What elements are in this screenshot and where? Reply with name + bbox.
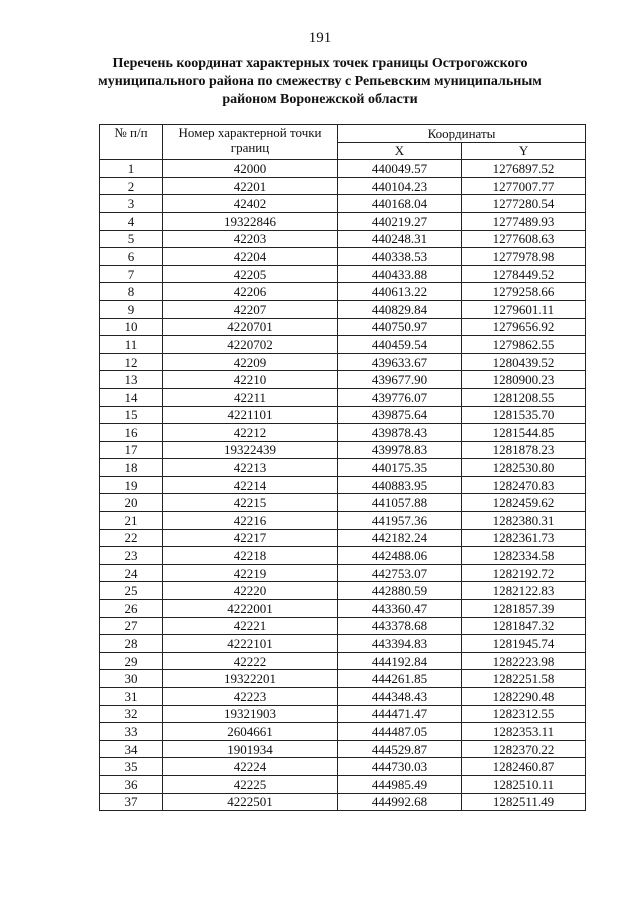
table-row: [100, 406, 586, 424]
cell-point-number: 42218: [163, 547, 338, 565]
cell-x: 444192.84: [338, 652, 462, 670]
table-row: [100, 230, 586, 248]
cell-point-number: 4221101: [163, 406, 338, 424]
cell-y: 1282312.55: [462, 705, 586, 723]
cell-x: 440883.95: [338, 476, 462, 494]
cell-number: 2: [100, 177, 163, 195]
cell-x: 440459.54: [338, 336, 462, 354]
cell-point-number: 42204: [163, 248, 338, 266]
table-row: [100, 212, 586, 230]
cell-point-number: 4220702: [163, 336, 338, 354]
cell-number: 10: [100, 318, 163, 336]
cell-number: 6: [100, 248, 163, 266]
cell-x: 441057.88: [338, 494, 462, 512]
title-line-2: муниципального района по смежеству с Репьевским муниципальным: [98, 74, 542, 89]
table-row: [100, 688, 586, 706]
table-row: [100, 582, 586, 600]
table-row: [100, 635, 586, 653]
cell-x: 444487.05: [338, 723, 462, 741]
table-row: [100, 265, 586, 283]
cell-number: 34: [100, 740, 163, 758]
cell-x: 443360.47: [338, 600, 462, 618]
cell-y: 1281535.70: [462, 406, 586, 424]
header-number: № п/п: [100, 125, 163, 160]
cell-x: 443394.83: [338, 635, 462, 653]
cell-number: 26: [100, 600, 163, 618]
cell-y: 1276897.52: [462, 160, 586, 178]
cell-x: 442488.06: [338, 547, 462, 565]
cell-number: 13: [100, 371, 163, 389]
cell-y: 1281945.74: [462, 635, 586, 653]
cell-x: 439978.83: [338, 441, 462, 459]
table-row: [100, 476, 586, 494]
cell-point-number: 2604661: [163, 723, 338, 741]
cell-point-number: 42224: [163, 758, 338, 776]
cell-number: 35: [100, 758, 163, 776]
table-row: [100, 670, 586, 688]
cell-y: 1282380.31: [462, 512, 586, 530]
document-title: [90, 55, 550, 109]
cell-number: 14: [100, 388, 163, 406]
cell-y: 1277489.93: [462, 212, 586, 230]
title-line-3: районом Воронежской области: [222, 92, 418, 107]
cell-y: 1282223.98: [462, 652, 586, 670]
table-row: [100, 195, 586, 213]
cell-y: 1279656.92: [462, 318, 586, 336]
cell-y: 1281544.85: [462, 424, 586, 442]
cell-x: 440750.97: [338, 318, 462, 336]
cell-x: 439776.07: [338, 388, 462, 406]
cell-y: 1282334.58: [462, 547, 586, 565]
table-row: [100, 318, 586, 336]
cell-number: 23: [100, 547, 163, 565]
cell-y: 1282459.62: [462, 494, 586, 512]
cell-x: 444992.68: [338, 793, 462, 811]
cell-y: 1277978.98: [462, 248, 586, 266]
cell-number: 30: [100, 670, 163, 688]
cell-y: 1279601.11: [462, 300, 586, 318]
cell-number: 33: [100, 723, 163, 741]
header-point-number: Номер характерной точки границ: [163, 125, 338, 160]
cell-y: 1280900.23: [462, 371, 586, 389]
cell-point-number: 42215: [163, 494, 338, 512]
cell-x: 440175.35: [338, 459, 462, 477]
table-row: [100, 283, 586, 301]
cell-x: 439677.90: [338, 371, 462, 389]
table-row: [100, 424, 586, 442]
cell-y: 1281208.55: [462, 388, 586, 406]
cell-x: 444730.03: [338, 758, 462, 776]
table-row: [100, 459, 586, 477]
cell-y: 1282251.58: [462, 670, 586, 688]
cell-number: 19: [100, 476, 163, 494]
table-row: [100, 617, 586, 635]
table-row: [100, 547, 586, 565]
table-row: [100, 388, 586, 406]
cell-x: 439633.67: [338, 353, 462, 371]
cell-number: 18: [100, 459, 163, 477]
cell-y: 1282192.72: [462, 564, 586, 582]
cell-number: 11: [100, 336, 163, 354]
cell-point-number: 42210: [163, 371, 338, 389]
cell-x: 442880.59: [338, 582, 462, 600]
cell-y: 1281878.23: [462, 441, 586, 459]
cell-x: 439875.64: [338, 406, 462, 424]
table-row: [100, 740, 586, 758]
cell-number: 24: [100, 564, 163, 582]
cell-number: 1: [100, 160, 163, 178]
cell-y: 1282511.49: [462, 793, 586, 811]
cell-number: 36: [100, 775, 163, 793]
cell-number: 27: [100, 617, 163, 635]
cell-y: 1279862.55: [462, 336, 586, 354]
cell-point-number: 42223: [163, 688, 338, 706]
table-row: [100, 300, 586, 318]
cell-x: 442182.24: [338, 529, 462, 547]
cell-point-number: 42000: [163, 160, 338, 178]
cell-y: 1282470.83: [462, 476, 586, 494]
cell-point-number: 19322201: [163, 670, 338, 688]
table-row: [100, 529, 586, 547]
table-row: [100, 441, 586, 459]
cell-number: 22: [100, 529, 163, 547]
cell-x: 442753.07: [338, 564, 462, 582]
cell-y: 1281857.39: [462, 600, 586, 618]
cell-x: 444261.85: [338, 670, 462, 688]
table-row: [100, 336, 586, 354]
cell-number: 15: [100, 406, 163, 424]
cell-number: 20: [100, 494, 163, 512]
cell-point-number: 42221: [163, 617, 338, 635]
table-row: [100, 512, 586, 530]
cell-number: 25: [100, 582, 163, 600]
cell-point-number: 42222: [163, 652, 338, 670]
cell-point-number: 42209: [163, 353, 338, 371]
header-coordinates: Координаты: [338, 125, 586, 143]
cell-number: 7: [100, 265, 163, 283]
cell-y: 1282530.80: [462, 459, 586, 477]
cell-number: 31: [100, 688, 163, 706]
table-row: [100, 353, 586, 371]
table-row: [100, 600, 586, 618]
cell-number: 12: [100, 353, 163, 371]
cell-y: 1282460.87: [462, 758, 586, 776]
cell-x: 440613.22: [338, 283, 462, 301]
cell-point-number: 4222501: [163, 793, 338, 811]
table-row: [100, 758, 586, 776]
table-body: [100, 160, 586, 811]
cell-y: 1277007.77: [462, 177, 586, 195]
cell-number: 4: [100, 212, 163, 230]
cell-y: 1282510.11: [462, 775, 586, 793]
cell-number: 37: [100, 793, 163, 811]
cell-number: 3: [100, 195, 163, 213]
table-row: [100, 652, 586, 670]
cell-y: 1282353.11: [462, 723, 586, 741]
cell-y: 1281847.32: [462, 617, 586, 635]
cell-point-number: 19322439: [163, 441, 338, 459]
cell-point-number: 42402: [163, 195, 338, 213]
cell-y: 1282122.83: [462, 582, 586, 600]
cell-point-number: 42201: [163, 177, 338, 195]
cell-point-number: 19321903: [163, 705, 338, 723]
cell-point-number: 42211: [163, 388, 338, 406]
cell-point-number: 42212: [163, 424, 338, 442]
table-row: [100, 248, 586, 266]
title-line-1: Перечень координат характерных точек границы Острогожского: [112, 56, 528, 71]
cell-number: 29: [100, 652, 163, 670]
table-row: [100, 177, 586, 195]
cell-number: 16: [100, 424, 163, 442]
cell-point-number: 42207: [163, 300, 338, 318]
cell-number: 9: [100, 300, 163, 318]
cell-y: 1277280.54: [462, 195, 586, 213]
table-row: [100, 793, 586, 811]
cell-point-number: 42220: [163, 582, 338, 600]
cell-point-number: 1901934: [163, 740, 338, 758]
page-number: 191: [308, 30, 332, 46]
cell-y: 1280439.52: [462, 353, 586, 371]
table-row: [100, 371, 586, 389]
cell-x: 444529.87: [338, 740, 462, 758]
coordinates-table: [99, 124, 586, 811]
cell-point-number: 19322846: [163, 212, 338, 230]
cell-point-number: 42206: [163, 283, 338, 301]
cell-x: 440248.31: [338, 230, 462, 248]
cell-point-number: 42219: [163, 564, 338, 582]
cell-y: 1282361.73: [462, 529, 586, 547]
cell-point-number: 42225: [163, 775, 338, 793]
cell-x: 440049.57: [338, 160, 462, 178]
cell-x: 440219.27: [338, 212, 462, 230]
cell-x: 440168.04: [338, 195, 462, 213]
cell-point-number: 4222101: [163, 635, 338, 653]
cell-x: 440104.23: [338, 177, 462, 195]
cell-point-number: 42214: [163, 476, 338, 494]
cell-x: 439878.43: [338, 424, 462, 442]
cell-number: 5: [100, 230, 163, 248]
cell-number: 32: [100, 705, 163, 723]
table-row: [100, 160, 586, 178]
cell-y: 1277608.63: [462, 230, 586, 248]
cell-y: 1278449.52: [462, 265, 586, 283]
cell-point-number: 42203: [163, 230, 338, 248]
cell-point-number: 42213: [163, 459, 338, 477]
cell-point-number: 42216: [163, 512, 338, 530]
table-row: [100, 705, 586, 723]
cell-x: 441957.36: [338, 512, 462, 530]
cell-x: 444348.43: [338, 688, 462, 706]
cell-point-number: 4222001: [163, 600, 338, 618]
cell-y: 1282370.22: [462, 740, 586, 758]
cell-point-number: 42217: [163, 529, 338, 547]
cell-y: 1282290.48: [462, 688, 586, 706]
table-row: [100, 775, 586, 793]
cell-number: 8: [100, 283, 163, 301]
header-y: Y: [462, 142, 586, 160]
table-row: [100, 494, 586, 512]
cell-number: 17: [100, 441, 163, 459]
cell-x: 444985.49: [338, 775, 462, 793]
cell-number: 28: [100, 635, 163, 653]
cell-x: 440829.84: [338, 300, 462, 318]
cell-x: 440433.88: [338, 265, 462, 283]
cell-x: 443378.68: [338, 617, 462, 635]
cell-y: 1279258.66: [462, 283, 586, 301]
cell-point-number: 42205: [163, 265, 338, 283]
cell-x: 444471.47: [338, 705, 462, 723]
cell-number: 21: [100, 512, 163, 530]
cell-x: 440338.53: [338, 248, 462, 266]
table-row: [100, 564, 586, 582]
cell-point-number: 4220701: [163, 318, 338, 336]
header-x: X: [338, 142, 462, 160]
table-row: [100, 723, 586, 741]
